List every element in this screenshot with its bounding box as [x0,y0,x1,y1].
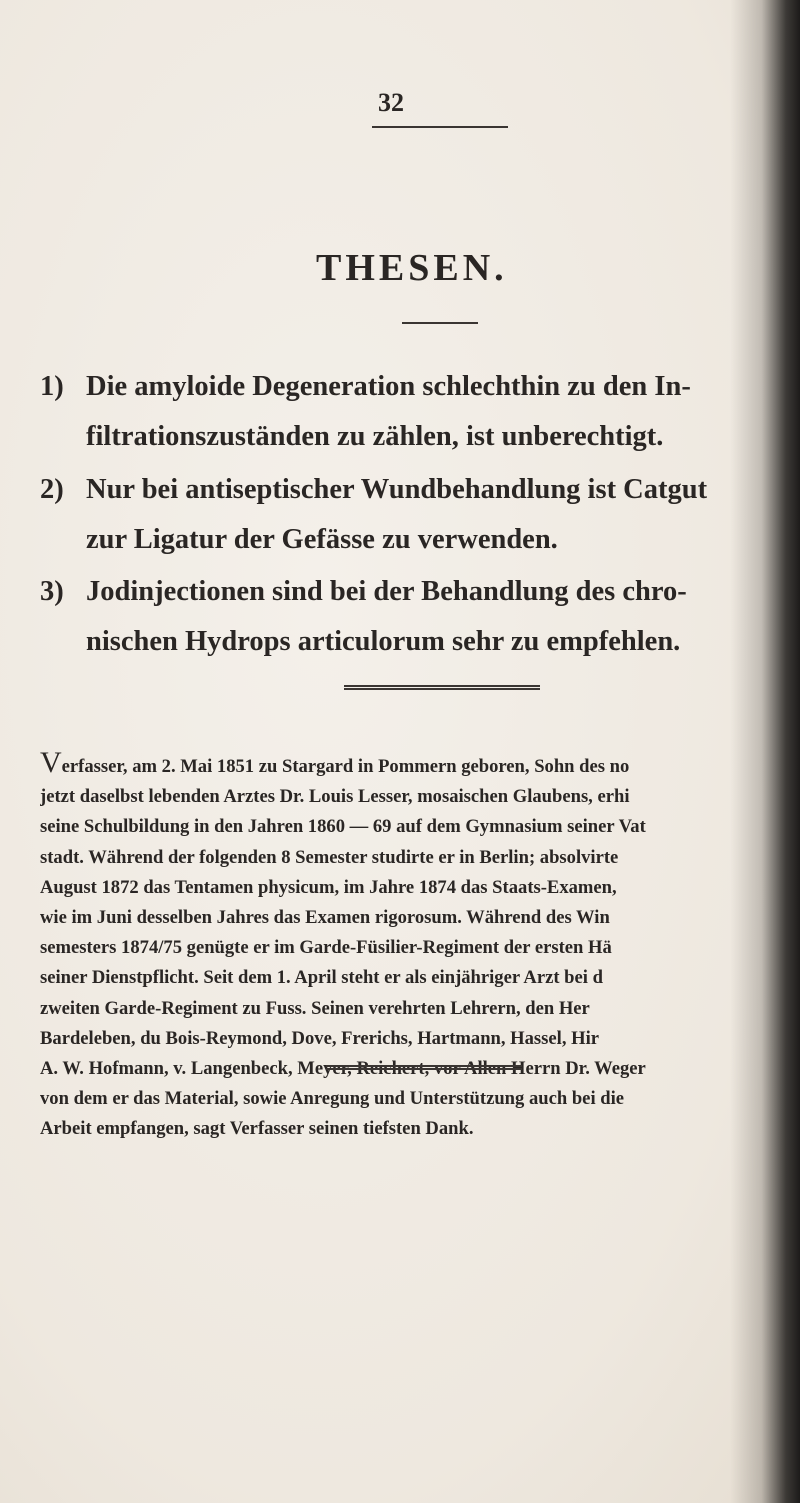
bio-line: zweiten Garde-Regiment zu Fuss. Seinen verehrten Lehrern, den Her [40,997,590,1019]
thesis-line: Jodinjectionen sind bei der Behandlung des chro- [86,576,687,607]
bio-line: Verfasser, am 2. Mai 1851 zu Stargard in Pommern geboren, Sohn des no [40,752,760,782]
bio-line: A. W. Hofmann, v. Langenbeck, Meyer, Reichert, vor Allen Herrn Dr. Weger [40,1058,646,1080]
thesis-number: 1) [40,371,64,402]
page-number-rule [372,126,508,128]
thesis-line: Die amyloide Degeneration schlechthin zu den In- [86,371,691,402]
thesis-line: filtrationszuständen zu zählen, ist unberechtigt. [86,421,664,452]
bio-line: jetzt daselbst lebenden Arztes Dr. Louis Lesser, mosaischen Glaubens, erhi [40,786,630,808]
thesis-1 [40,362,760,462]
thesis-number: 3) [40,576,64,607]
thesis-3 [40,567,760,667]
title-divider [402,322,478,324]
bio-line: von dem er das Material, sowie Anregung und Unterstützung auch bei die [40,1088,625,1110]
thesis-line: Nur bei antiseptischer Wundbehandlung ist Catgut [86,474,708,505]
bio-line: seine Schulbildung in den Jahren 1860 — 69 auf dem Gymnasium seiner Vat [40,816,646,838]
thesis-line: nischen Hydrops articulorum sehr zu empfehlen. [86,626,681,657]
bio-line: semesters 1874/75 genügte er im Garde-Füsilier-Regiment der ersten Hä [40,937,612,959]
bio-line: stadt. Während der folgenden 8 Semester studirte er in Berlin; absolvirte [40,846,619,868]
page-title: THESEN. [316,247,508,289]
bio-line: August 1872 das Tentamen physicum, im Jahre 1874 das Staats-Examen, [40,876,617,898]
biography [40,752,760,1145]
bio-line: wie im Juni desselben Jahres das Examen rigorosum. Während des Win [40,907,610,929]
bio-dropcap: V [40,752,62,779]
end-divider [326,1065,522,1070]
bio-line: Arbeit empfangen, sagt Verfasser seinen tiefsten Dank. [40,1118,474,1140]
bio-line: seiner Dienstpflicht. Seit dem 1. April steht er als einjähriger Arzt bei d [40,967,603,989]
thesis-2 [40,465,760,565]
thesis-line: zur Ligatur der Gefässe zu verwenden. [86,524,558,555]
bio-line: Bardeleben, du Bois-Reymond, Dove, Frerichs, Hartmann, Hassel, Hir [40,1027,600,1049]
section-divider [344,685,540,690]
thesis-number: 2) [40,474,64,505]
page-number: 32 [378,88,404,117]
